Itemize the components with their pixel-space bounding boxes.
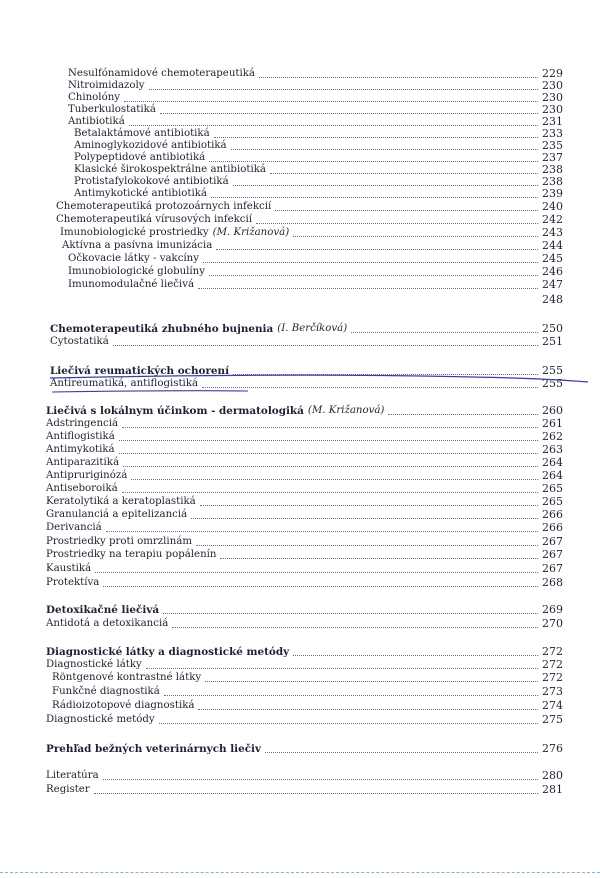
toc-entry-page: 255 (542, 377, 563, 390)
toc-entry-page: 230 (542, 103, 563, 116)
toc-entry (46, 659, 570, 671)
toc-entry-title: Liečivá reumatických ochorení (50, 365, 230, 377)
toc-dot-leader (119, 439, 538, 441)
toc-entry-title: Chinolóny (68, 92, 121, 103)
toc-entry-page: 262 (542, 430, 563, 443)
toc-dot-leader (211, 196, 538, 198)
toc-entry (46, 563, 570, 575)
toc-entry-page: 267 (542, 548, 563, 561)
toc-entry (74, 140, 570, 152)
toc-entry (46, 431, 570, 443)
toc-entry-title: Prostriedky na terapiu popálenín (46, 549, 217, 560)
toc-entry-page: 267 (542, 535, 563, 548)
toc-entry-title: Prostriedky proti omrzlinám (46, 536, 192, 547)
toc-entry-page: 275 (542, 713, 563, 726)
toc-entry (46, 618, 570, 630)
toc-entry-page: 272 (542, 671, 563, 684)
toc-entry (46, 549, 570, 561)
toc-dot-leader (198, 708, 538, 710)
toc-dot-leader (265, 751, 538, 753)
toc-entry (68, 104, 570, 116)
toc-entry-page: 274 (542, 699, 563, 712)
toc-entry-page: 231 (542, 115, 563, 128)
toc-entry-page: 266 (542, 508, 563, 521)
toc-entry-page: 243 (542, 226, 563, 239)
toc-dot-leader (259, 76, 538, 78)
toc-entry-page: 268 (542, 576, 563, 589)
toc-entry-title: Protistafylokokové antibiotiká (74, 176, 229, 187)
toc-entry-page: 245 (542, 252, 563, 265)
toc-dot-leader (159, 722, 538, 724)
toc-dot-leader (270, 172, 538, 174)
toc-dot-leader (123, 465, 538, 467)
toc-entry-page: 251 (542, 335, 563, 348)
toc-entry-page: 240 (542, 200, 563, 213)
toc-entry (50, 378, 570, 390)
toc-entry-page: 238 (542, 163, 563, 176)
toc-dot-leader (146, 667, 538, 669)
toc-entry-title: Očkovacie látky - vakcíny (68, 253, 199, 264)
toc-dot-leader (129, 124, 538, 126)
toc-entry (56, 214, 570, 226)
toc-entry (68, 116, 570, 128)
toc-entry-title: Tuberkulostatiká (68, 104, 156, 115)
toc-entry (46, 405, 570, 417)
toc-entry-page: 269 (542, 603, 563, 616)
toc-dot-leader (293, 235, 538, 237)
toc-entry-title: Antibiotiká (68, 116, 125, 127)
toc-entry-page: 233 (542, 127, 563, 140)
toc-dot-leader (103, 585, 538, 587)
toc-entry-page: 266 (542, 521, 563, 534)
toc-entry-title: Chemoterapeutiká zhubného bujnenia (50, 323, 274, 335)
toc-entry-page: 244 (542, 239, 563, 252)
toc-entry-title: Imunobiologické globulíny (68, 266, 205, 277)
toc-entry (46, 470, 570, 482)
toc-entry-title: Antimykotiká (46, 444, 115, 455)
toc-dot-leader (131, 478, 538, 480)
toc-entry-page: 272 (542, 645, 563, 658)
toc-entry (74, 128, 570, 140)
toc-entry-page: 242 (542, 213, 563, 226)
toc-dot-leader (209, 274, 538, 276)
toc-entry (46, 444, 570, 456)
toc-entry-title: Imunobiologické prostriedky (60, 227, 209, 238)
toc-entry-title: Chemoterapeutiká protozoárnych infekcií (56, 201, 272, 212)
toc-entry-page: 260 (542, 404, 563, 417)
toc-entry-page: 264 (542, 456, 563, 469)
toc-entry-page: 265 (542, 482, 563, 495)
toc-entry-title: Antiseboroiká (46, 483, 118, 494)
toc-dot-leader (163, 612, 538, 614)
toc-entry (46, 770, 570, 782)
toc-entry (52, 672, 570, 684)
toc-entry (46, 577, 570, 589)
toc-entry-title: Granulanciá a epitelizanciá (46, 509, 188, 520)
toc-entry-title: Antidotá a detoxikanciá (46, 618, 169, 629)
toc-dot-leader (122, 426, 538, 428)
toc-entry (46, 536, 570, 548)
toc-entry (68, 279, 570, 291)
toc-entry-author: (I. Berčíková) (277, 323, 348, 334)
toc-entry-title: Funkčné diagnostiká (52, 686, 160, 697)
toc-entry (52, 700, 570, 712)
toc-dot-leader (202, 386, 538, 388)
toc-entry-title: Betalaktámové antibiotiká (74, 128, 210, 139)
toc-dot-leader (172, 626, 538, 628)
toc-entry (68, 266, 570, 278)
toc-entry-title: Liečivá s lokálnym účinkom - dermatologiká (46, 405, 304, 417)
toc-entry-title: Diagnostické látky (46, 659, 142, 670)
toc-dot-leader (216, 248, 538, 250)
toc-dot-leader (214, 136, 538, 138)
toc-entry-page: 246 (542, 265, 563, 278)
toc-dot-leader (164, 694, 538, 696)
toc-entry (46, 604, 570, 616)
toc-entry (46, 743, 570, 755)
toc-entry (68, 253, 570, 265)
toc-dot-leader (113, 344, 538, 346)
toc-entry (74, 176, 570, 188)
toc-dot-leader (103, 778, 538, 780)
toc-entry-title: Chemoterapeutiká vírusových infekcií (56, 214, 253, 225)
toc-entry-title: Nesulfónamidové chemoterapeutiká (68, 68, 255, 79)
toc-entry (46, 496, 570, 508)
toc-dot-leader (205, 680, 538, 682)
toc-entry-page: 265 (542, 495, 563, 508)
toc-entry (56, 201, 570, 213)
toc-entry-page: 250 (542, 322, 563, 335)
toc-entry-title: Diagnostické látky a diagnostické metódy (46, 646, 290, 658)
toc-entry-title: Aktívna a pasívna imunizácia (62, 240, 213, 251)
toc-entry-title: Diagnostické metódy (46, 714, 155, 725)
toc-entry-page: 255 (542, 364, 563, 377)
toc-entry-title: Antiflogistiká (46, 431, 115, 442)
toc-dot-leader (191, 517, 538, 519)
toc-entry-title: Literatúra (46, 770, 99, 781)
toc-entry-page: 230 (542, 79, 563, 92)
toc-standalone-page: 248 (542, 293, 563, 306)
toc-dot-leader (124, 100, 538, 102)
toc-dot-leader (231, 148, 538, 150)
toc-dot-leader (198, 287, 538, 289)
toc-dot-leader (94, 792, 538, 794)
toc-dot-leader (233, 373, 538, 375)
toc-dot-leader (351, 331, 538, 333)
toc-entry-page: 247 (542, 278, 563, 291)
toc-entry-page: 235 (542, 139, 563, 152)
toc-dot-leader (95, 571, 538, 573)
toc-dot-leader (275, 209, 538, 211)
toc-entry (68, 68, 570, 80)
toc-entry (46, 522, 570, 534)
toc-entry (46, 418, 570, 430)
toc-dot-leader (200, 504, 538, 506)
toc-dot-leader (149, 88, 538, 90)
toc-entry (50, 365, 570, 377)
toc-entry-page: 229 (542, 67, 563, 80)
toc-entry-page: 263 (542, 443, 563, 456)
toc-entry (46, 784, 570, 796)
toc-dot-leader (203, 261, 538, 263)
toc-entry-title: Rádioizotopové diagnostiká (52, 700, 195, 711)
toc-dot-leader (388, 413, 538, 415)
toc-entry-title: Nitroimidazoly (68, 80, 145, 91)
toc-entry (60, 227, 570, 239)
toc-entry-page: 273 (542, 685, 563, 698)
toc-entry-title: Röntgenové kontrastné látky (52, 672, 202, 683)
toc-dot-leader (256, 222, 538, 224)
toc-entry-title: Imunomodulačné liečivá (68, 279, 195, 290)
toc-entry-title: Prehľad bežných veterinárnych liečiv (46, 743, 262, 755)
toc-entry-page: 238 (542, 175, 563, 188)
toc-entry-title: Adstringenciá (46, 418, 119, 429)
toc-entry (74, 164, 570, 176)
toc-entry-title: Antipruriginózá (46, 470, 128, 481)
toc-dot-leader (233, 184, 538, 186)
toc-entry-title: Kaustiká (46, 563, 92, 574)
toc-entry-title: Antimykotické antibiotiká (74, 188, 207, 199)
toc-dot-leader (293, 654, 538, 656)
toc-entry (74, 152, 570, 164)
toc-entry (50, 323, 570, 335)
toc-entry-page: 264 (542, 469, 563, 482)
toc-entry-title: Antiparazitiká (46, 457, 120, 468)
toc-dot-leader (119, 452, 538, 454)
toc-entry (46, 483, 570, 495)
toc-entry-author: (M. Križanová) (307, 405, 385, 416)
toc-entry (68, 92, 570, 104)
toc-entry (46, 457, 570, 469)
toc-dot-leader (220, 557, 538, 559)
toc-entry-page: 230 (542, 91, 563, 104)
toc-entry-page: 267 (542, 562, 563, 575)
toc-dot-leader (106, 530, 538, 532)
toc-entry (68, 80, 570, 92)
toc-entry-title: Detoxikačné liečivá (46, 604, 160, 616)
toc-entry-author: (M. Križanová) (212, 227, 290, 238)
toc-entry (74, 188, 570, 200)
toc-entry-title: Protektíva (46, 577, 100, 588)
toc-entry-page: 239 (542, 187, 563, 200)
toc-entry (46, 509, 570, 521)
toc-entry-title: Cytostatiká (50, 336, 109, 347)
toc-entry (46, 714, 570, 726)
toc-entry-title: Aminoglykozidové antibiotiká (74, 140, 227, 151)
toc-entry-title: Klasické širokospektrálne antibiotiká (74, 164, 266, 175)
toc-entry (46, 646, 570, 658)
toc-dot-leader (122, 491, 538, 493)
toc-dot-leader (160, 112, 538, 114)
toc-entry (50, 336, 570, 348)
scan-border-line (0, 872, 600, 873)
toc-dot-leader (196, 544, 538, 546)
toc-entry-title: Keratolytiká a keratoplastiká (46, 496, 196, 507)
toc-entry-page: 272 (542, 658, 563, 671)
toc-entry-page: 280 (542, 769, 563, 782)
toc-entry (52, 686, 570, 698)
toc-entry-page: 237 (542, 151, 563, 164)
toc-entry (62, 240, 570, 252)
toc-dot-leader (209, 160, 538, 162)
toc-entry-page: 261 (542, 417, 563, 430)
toc-entry-page: 270 (542, 617, 563, 630)
toc-entry-page: 281 (542, 783, 563, 796)
toc-entry-title: Antireumatiká, antiflogistiká (50, 378, 199, 389)
toc-entry-title: Derivanciá (46, 522, 102, 533)
toc-entry-title: Polypeptidové antibiotiká (74, 152, 206, 163)
toc-entry-page: 276 (542, 742, 563, 755)
toc-entry-title: Register (46, 784, 90, 795)
